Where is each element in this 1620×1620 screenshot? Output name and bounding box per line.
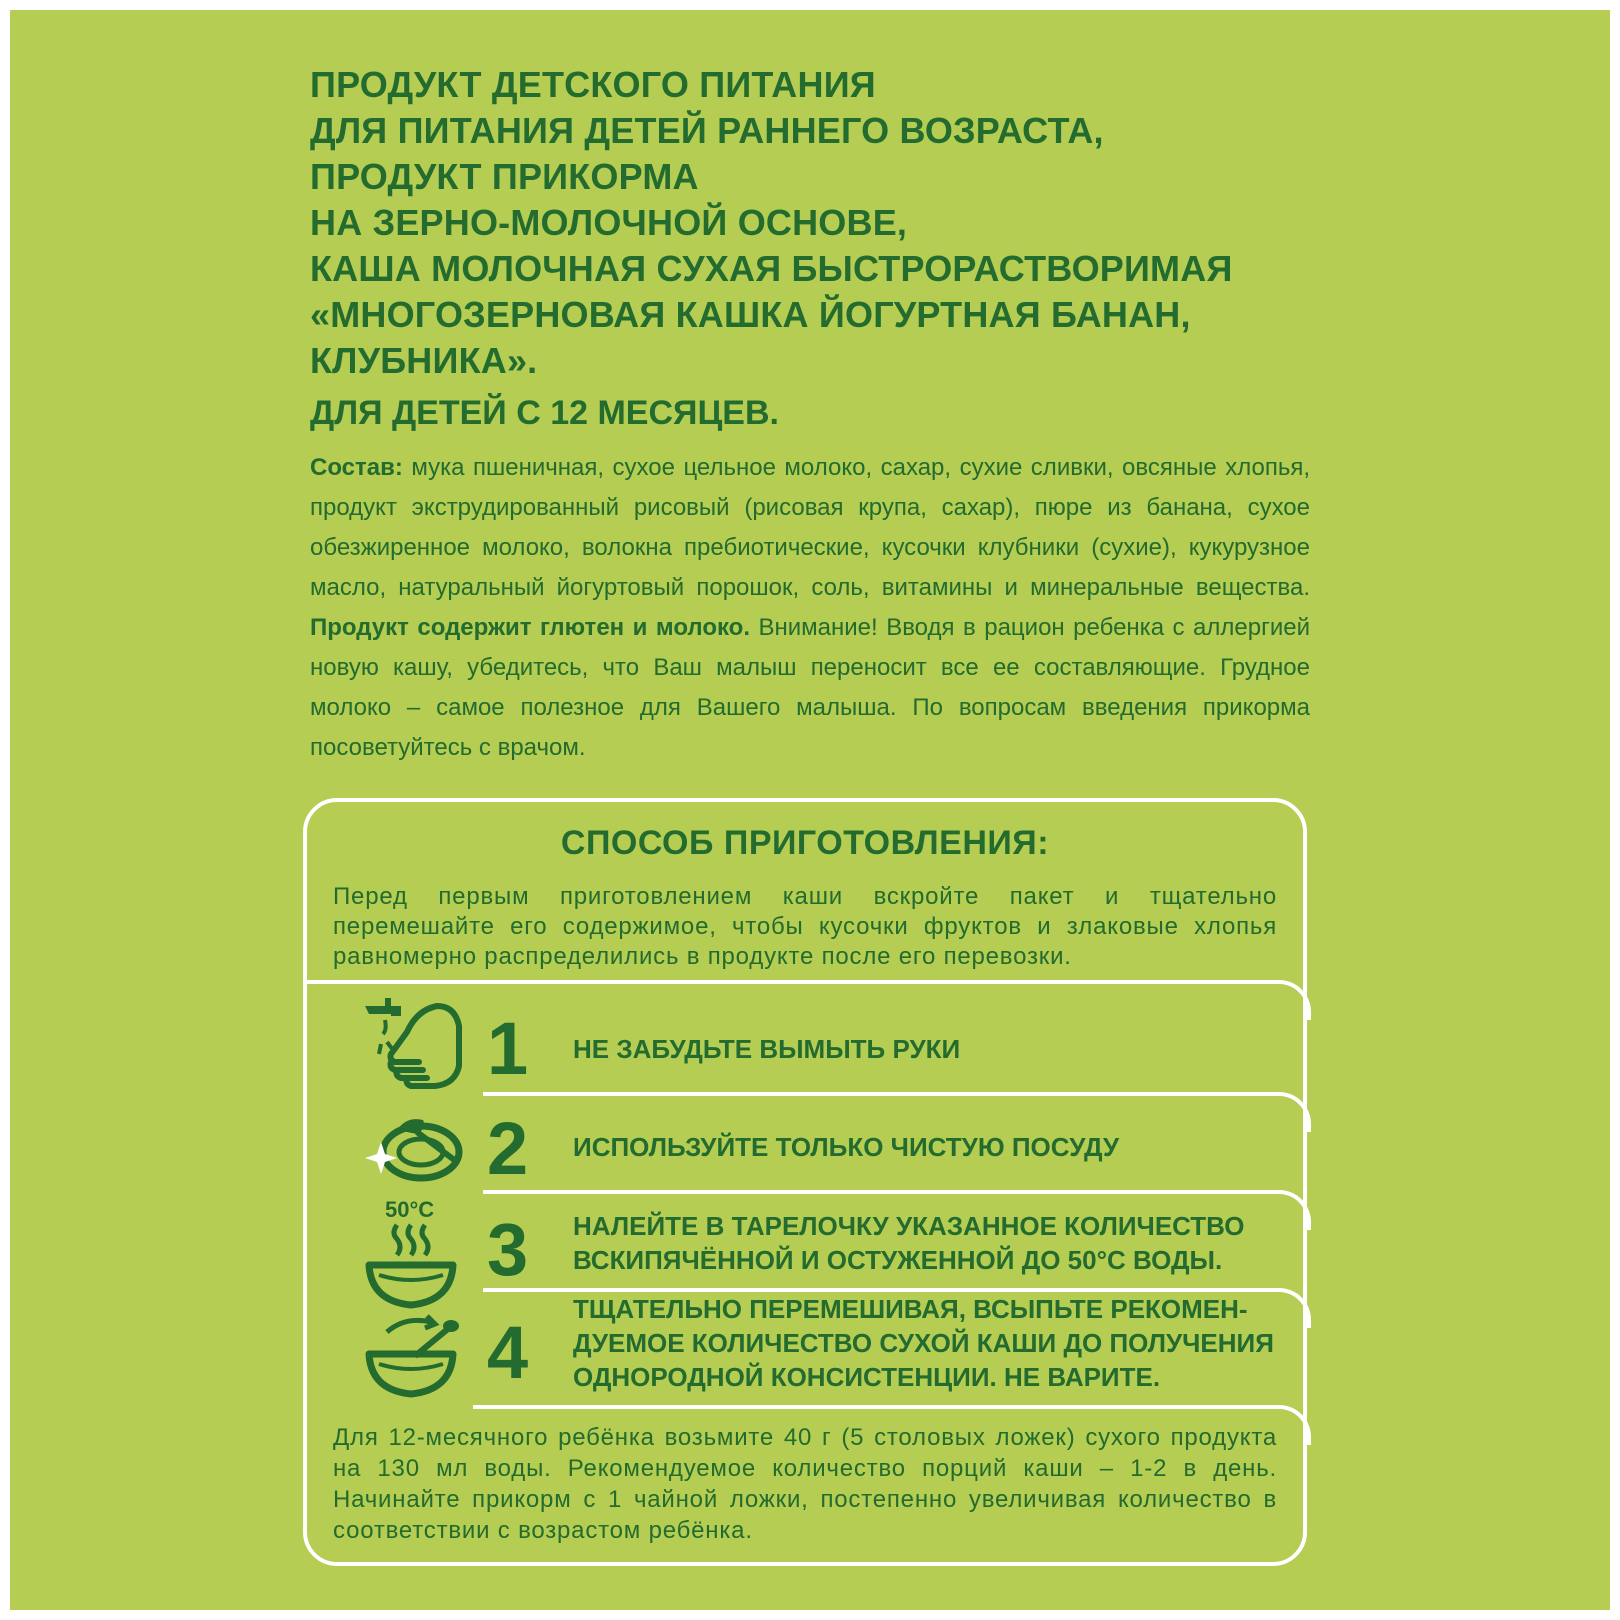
- title-line: ДЛЯ ПИТАНИЯ ДЕТЕЙ РАННЕГО ВОЗРАСТА,: [310, 110, 1104, 151]
- title-line: КЛУБНИКА».: [310, 340, 538, 381]
- composition-label: Состав:: [310, 454, 403, 481]
- preparation-title: СПОСОБ ПРИГОТОВЛЕНИЯ:: [560, 824, 1050, 862]
- composition-ingredients: мука пшеничная, сухое цельное молоко, сахар, сухие сливки, овсяные хлопья, продукт экструдированный рисовый (рисовая крупа, сахар), пюре из банана, сухое обезжиренное молоко, волокна пребиотические, кусочки клубники (сухие), кукурузное масло, натуральный йогуртовый порошок, соль, витамины и минеральные вещества.: [310, 454, 1310, 601]
- step-number: 3: [487, 1208, 529, 1291]
- step-number: 1: [487, 1007, 529, 1090]
- preparation-intro: Перед первым приготовлением каши вскройте пакет и тщательно перемешайте его содержимое, чтобы кусочки фруктов и злаковые хлопья равномерно распределились в продукте после его перевозки.: [333, 883, 1277, 970]
- title-line: «МНОГОЗЕРНОВАЯ КАШКА ЙОГУРТНАЯ БАНАН,: [310, 294, 1191, 335]
- allergy-warning: Внимание! Вводя в рацион ребенка с аллергией новую кашу, убедитесь, что Ваш малыш переносит все ее составляющие. Грудное молоко – самое полезное для Вашего малыша. По вопросам введения прикорма посоветуйтесь с врачом.: [310, 614, 1311, 761]
- step-text: ИСПОЛЬЗУЙТЕ ТОЛЬКО ЧИСТУЮ ПОСУДУ: [573, 1132, 1120, 1162]
- step-number: 4: [487, 1311, 529, 1394]
- divider: [473, 980, 1311, 1020]
- preparation-box: [303, 798, 1307, 1566]
- product-description: [310, 62, 1310, 768]
- title-line: ПРОДУКТ ДЕТСКОГО ПИТАНИЯ: [310, 64, 876, 105]
- dosage-instructions: Для 12-месячного ребёнка возьмите 40 г (5 столовых ложек) сухого продукта на 130 мл воды. Рекомендуемое количество порций каши – 1-2 в день. Начинайте прикорм с 1 чайной ложки, постепенно увеличивая количество в соответствии с возрастом ребёнка.: [333, 1424, 1277, 1544]
- step-text: НАЛЕЙТЕ В ТАРЕЛОЧКУ УКАЗАННОЕ КОЛИЧЕСТВО ВСКИПЯЧЁННОЙ И ОСТУЖЕННОЙ ДО 50°С ВОДЫ.: [573, 1211, 1245, 1275]
- title-line: ПРОДУКТ ПРИКОРМА: [310, 156, 699, 197]
- divider: [303, 980, 473, 984]
- wash-hands-icon: [357, 992, 467, 1092]
- age-recommendation: ДЛЯ ДЕТЕЙ С 12 МЕСЯЦЕВ.: [310, 394, 779, 432]
- step-text: ТЩАТЕЛЬНО ПЕРЕМЕШИВАЯ, ВСЫПЬТЕ РЕКОМЕН-ДУЕМОЕ КОЛИЧЕСТВО СУХОЙ КАШИ ДО ПОЛУЧЕНИЯ ОДНОРОДНОЙ КОНСИСТЕНЦИИ. НЕ ВАРИТЕ.: [573, 1294, 1274, 1392]
- allergen-notice: Продукт содержит глютен и молоко.: [310, 614, 751, 641]
- composition-text: [310, 448, 1310, 768]
- title-line: НА ЗЕРНО-МОЛОЧНОЙ ОСНОВЕ,: [310, 202, 908, 243]
- temperature-label: 50°C: [385, 1197, 435, 1222]
- title-line: КАША МОЛОЧНАЯ СУХАЯ БЫСТРОРАСТВОРИМАЯ: [310, 248, 1233, 289]
- step-number: 2: [487, 1107, 529, 1190]
- product-title: [310, 62, 1310, 384]
- stir-bowl-icon: [357, 1308, 467, 1408]
- step-text: НЕ ЗАБУДЬТЕ ВЫМЫТЬ РУКИ: [573, 1034, 961, 1064]
- divider: [483, 1092, 1311, 1132]
- hot-water-bowl-icon: [357, 1219, 467, 1319]
- clean-dish-icon: [357, 1102, 467, 1202]
